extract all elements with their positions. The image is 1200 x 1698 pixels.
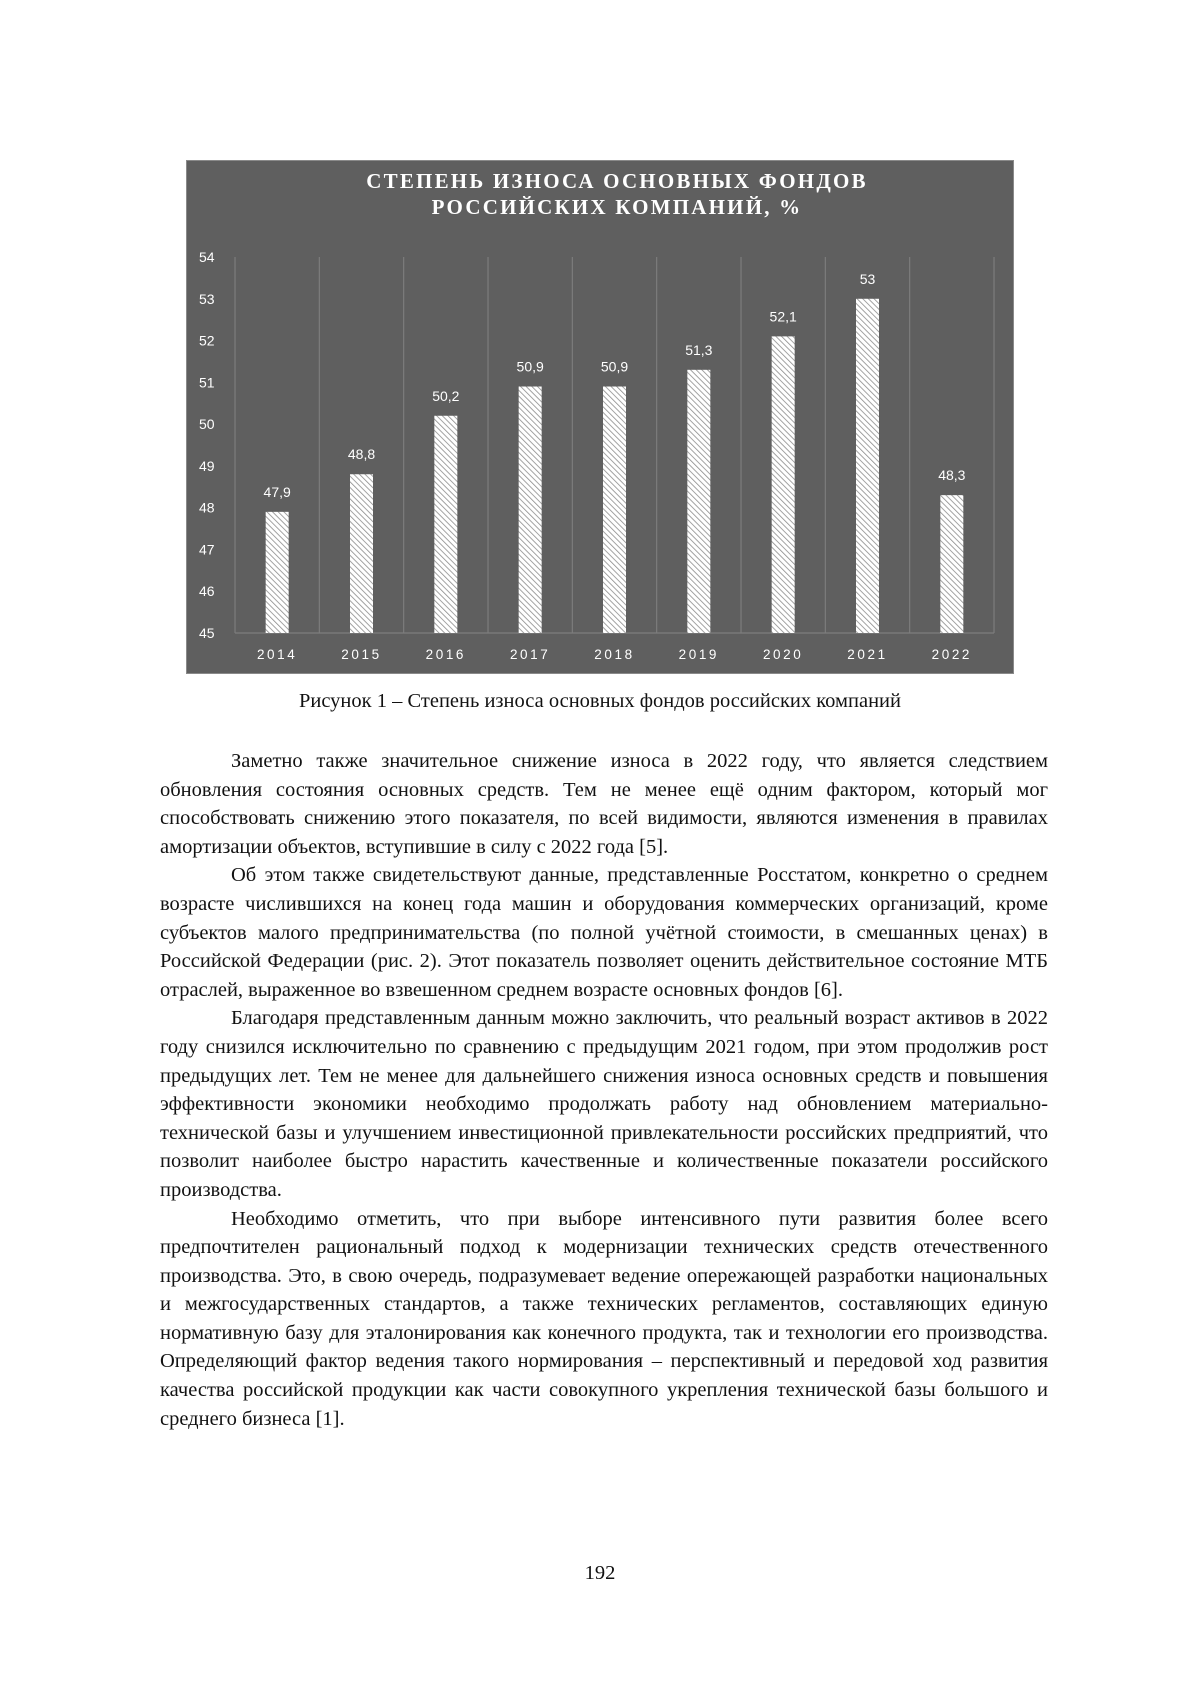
x-tick-label: 2019 (678, 647, 720, 662)
y-tick-label: 48 (199, 499, 215, 516)
chart (186, 160, 1014, 674)
data-label-2016: 50,2 (432, 387, 460, 404)
data-label-2020: 52,1 (769, 308, 797, 325)
body-text (160, 747, 1048, 1433)
bar-2022 (940, 495, 963, 633)
chart-title (366, 169, 867, 219)
y-tick-label: 45 (199, 625, 215, 641)
paragraph: Заметно также значительное снижение износа в 2022 году, что является следствием обновления состояния основных средств. Тем не менее ещё одним фактором, который мог способствовать снижению этого показателя, по всей видимости, являются изменения в правилах амортизации объектов, вступившие в силу с 2022 года [5]. (160, 750, 1048, 858)
paragraph: Необходимо отметить, что при выборе интенсивного пути развития более всего предпочтителен рациональный подход к модернизации технических средств отечественного производства. Это, в свою очередь, подразумевает ведение опережающей разработки национальных и межгосударственных стандартов, а также технических регламентов, составляющих единую нормативную базу для эталонирования как конечного продукта, так и технологии его производства. Определяющий фактор ведения такого нормирования – перспективный и передовой ход развития качества российской продукции как части совокупного укрепления технической базы большого и среднего бизнеса [1]. (160, 1207, 1048, 1430)
x-tick-label: 2018 (594, 647, 635, 662)
bars (263, 299, 964, 633)
bar-2014 (266, 512, 289, 633)
chart-svg (187, 161, 1015, 675)
bar-2020 (772, 336, 795, 633)
bar-2016 (434, 416, 457, 633)
data-label-2018: 50,9 (600, 358, 629, 375)
y-tick-label: 49 (199, 457, 215, 474)
data-label-2022: 48,3 (938, 467, 966, 484)
y-axis (199, 249, 215, 641)
chart-title-line-2: РОССИЙСКИХ КОМПАНИЙ, % (431, 195, 803, 219)
bar-2018 (603, 387, 626, 633)
x-axis (257, 647, 972, 662)
bar-2019 (687, 370, 710, 633)
data-label-2017: 50,9 (516, 358, 544, 375)
x-tick-label: 2017 (509, 647, 551, 662)
x-tick-label: 2016 (425, 647, 467, 662)
paragraph: Об этом также свидетельствуют данные, представленные Росстатом, конкретно о среднем возрасте числившихся на конец года машин и оборудования коммерческих организаций, кроме субъектов малого предпринимательства (по полной учётной стоимости, в смешанных ценах) в Российской Федерации (рис. 2). Этот показатель позволяет оценить действительное состояние МТБ отраслей, выраженное во взвешенном среднем возрасте основных фондов [6]. (160, 864, 1048, 1001)
data-label-2021: 53 (859, 270, 876, 287)
chart-title-line-1: СТЕПЕНЬ ИЗНОСА ОСНОВНЫХ ФОНДОВ (366, 169, 868, 193)
bar-2017 (519, 387, 542, 633)
data-label-2015: 48,8 (347, 446, 376, 463)
y-tick-label: 47 (199, 541, 215, 558)
x-tick-label: 2014 (256, 647, 298, 662)
y-tick-label: 54 (199, 249, 215, 265)
bar-2021 (856, 299, 879, 633)
y-tick-label: 51 (199, 374, 215, 391)
y-tick-label: 52 (199, 332, 215, 349)
y-tick-label: 50 (199, 416, 215, 433)
x-tick-label: 2015 (341, 647, 382, 662)
data-label-2019: 51,3 (685, 341, 713, 358)
x-tick-label: 2022 (931, 647, 973, 662)
paragraph: Благодаря представленным данным можно заключить, что реальный возраст активов в 2022 году снизился исключительно по сравнению с предыдущим 2021 годом, при этом продолжив рост предыдущих лет. Тем не менее для дальнейшего снижения износа основных средств и повышения эффективности экономики необходимо продолжать работу над обновлением материально-технической базы и улучшением инвестиционной привлекательности российских предприятий, что позволит наиболее быстро нарастить качественные и количественные показатели российского производства. (160, 1007, 1048, 1201)
y-tick-label: 46 (199, 583, 215, 600)
y-tick-label: 53 (199, 290, 215, 307)
x-tick-label: 2020 (762, 647, 804, 662)
data-label-2014: 47,9 (263, 483, 291, 500)
x-tick-label: 2021 (847, 647, 888, 662)
page-number: 192 (584, 1562, 616, 1584)
bar-2015 (350, 474, 373, 633)
figure-caption: Рисунок 1 – Степень износа основных фондов российских компаний (298, 690, 901, 712)
